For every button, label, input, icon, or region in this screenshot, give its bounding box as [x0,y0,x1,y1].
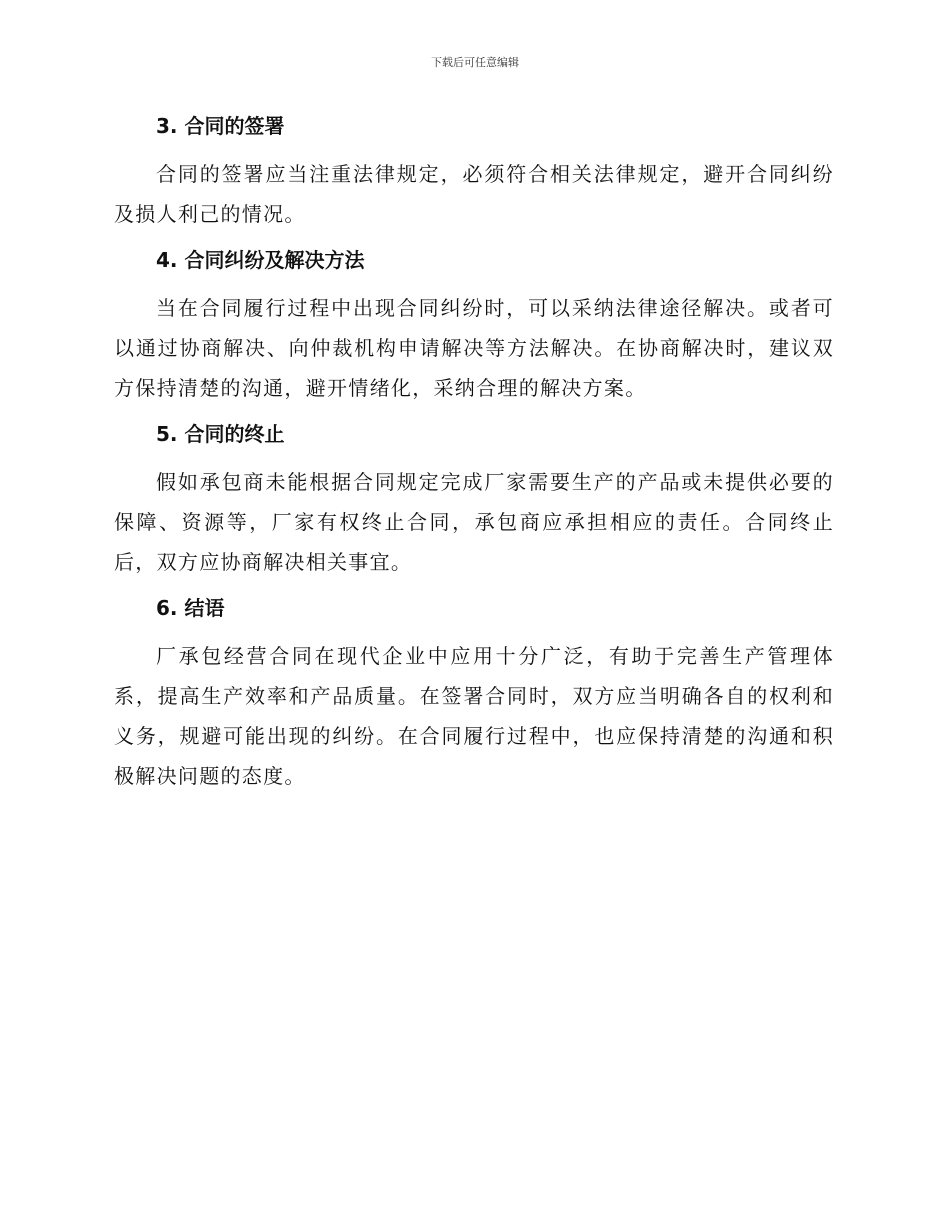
section-heading: 5. 合同的终止 [156,422,285,446]
section-dispute-resolution [114,246,834,408]
section-conclusion [114,594,834,796]
section-paragraph: 厂承包经营合同在现代企业中应用十分广泛，有助于完善生产管理体系，提高生产效率和产品质量。在签署合同时，双方应当明确各自的权利和义务，规避可能出现的纠纷。在合同履行过程中，也应保持清楚的沟通和积极解决问题的态度。 [114,644,834,788]
section-paragraph: 合同的签署应当注重法律规定，必须符合相关法律规定，避开合同纠纷及损人利己的情况。 [114,162,834,226]
section-signing [114,112,834,234]
section-termination [114,420,834,582]
section-heading: 3. 合同的签署 [156,114,285,138]
document-body [114,112,834,796]
section-heading: 4. 合同纠纷及解决方法 [156,248,365,272]
section-paragraph: 假如承包商未能根据合同规定完成厂家需要生产的产品或未提供必要的保障、资源等，厂家有权终止合同，承包商应承担相应的责任。合同终止后，双方应协商解决相关事宜。 [114,470,834,574]
page-header: 下载后可任意编辑 [431,56,519,69]
section-paragraph: 当在合同履行过程中出现合同纠纷时，可以采纳法律途径解决。或者可以通过协商解决、向仲裁机构申请解决等方法解决。在协商解决时，建议双方保持清楚的沟通，避开情绪化，采纳合理的解决方案。 [114,296,834,400]
section-heading: 6. 结语 [156,596,225,620]
